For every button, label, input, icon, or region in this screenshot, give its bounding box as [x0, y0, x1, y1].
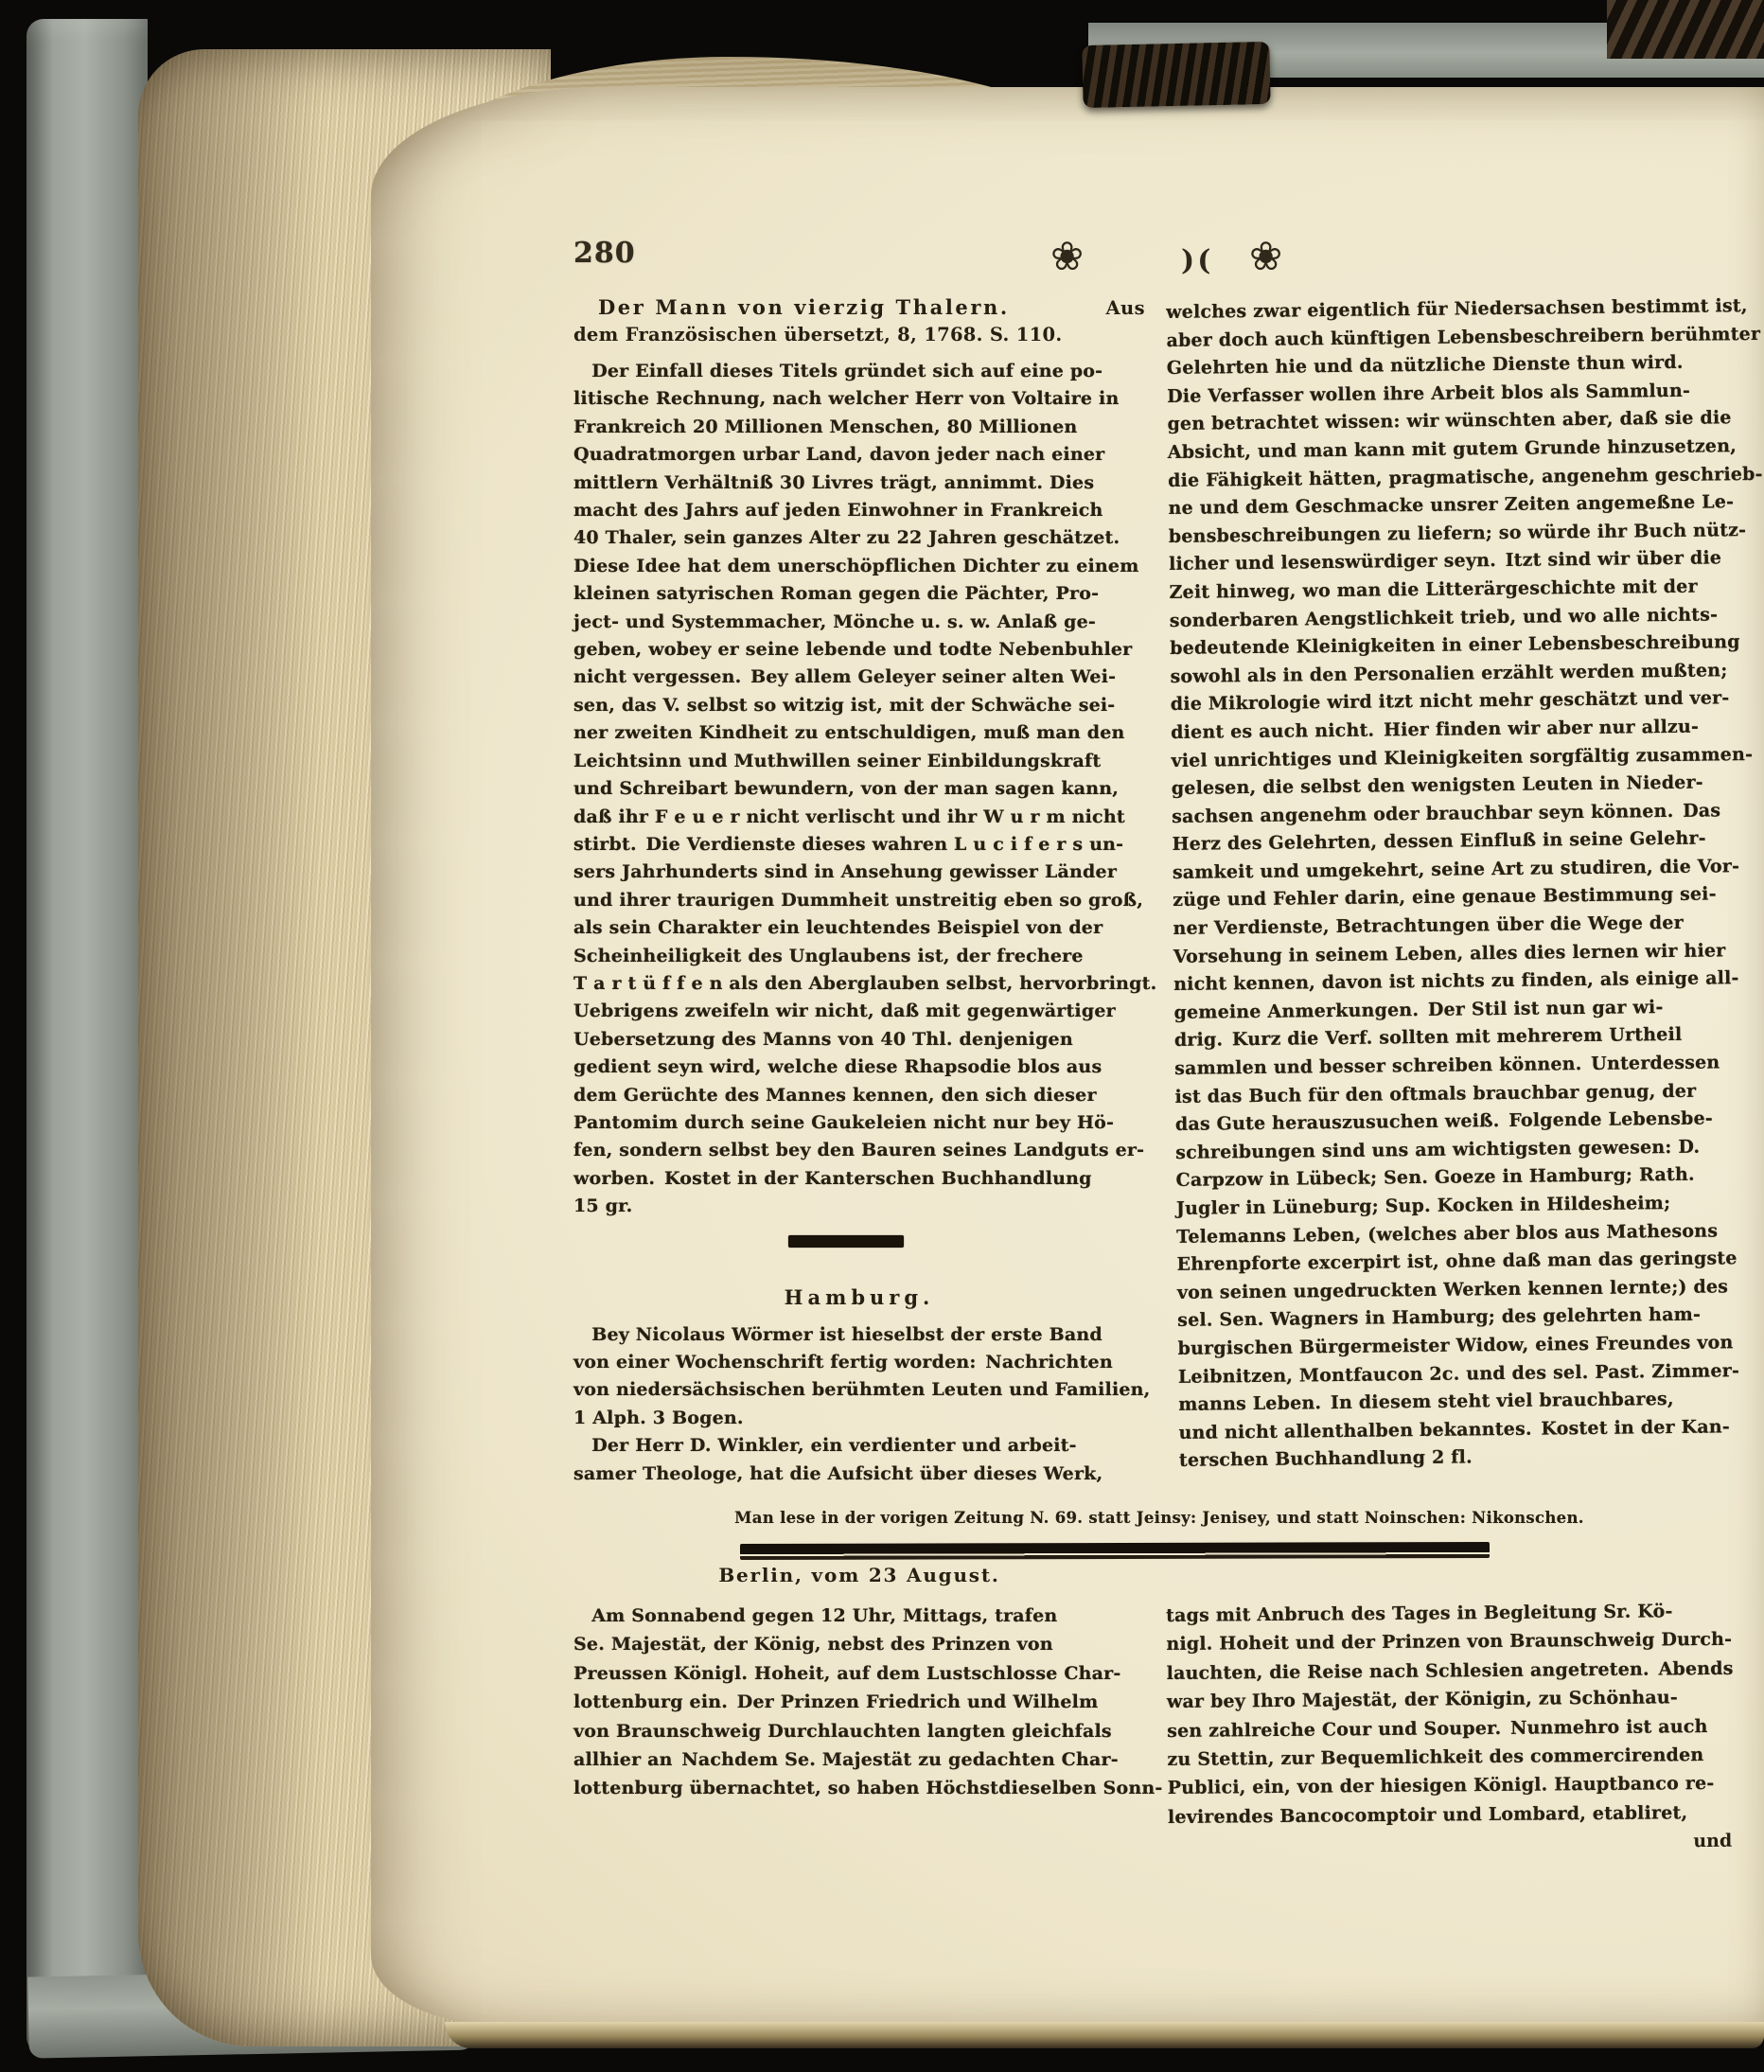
text-line: Am Sonnabend gegen 12 Uhr, Mittags, trafen: [573, 1605, 1058, 1626]
text-line: allhier an Nachdem Se. Majestät zu gedachten Char-: [573, 1749, 1119, 1771]
text-line: viel unrichtiges und Kleinigkeiten sorgfältig zusammen-: [1171, 743, 1754, 771]
text-line: worben. Kostet in der Kanterschen Buchhandlung: [573, 1167, 1092, 1189]
text-line: ner zweiten Kindheit zu entschuldigen, muß man den: [573, 722, 1125, 744]
text-line: Bey Nicolaus Wörmer ist hieselbst der erste Band: [573, 1323, 1102, 1345]
page-number: 280: [573, 237, 636, 270]
berlin-heading: Berlin, vom 23 August.: [718, 1564, 1000, 1586]
text-line: nicht vergessen. Bey allem Geleyer seiner alten Wei-: [573, 666, 1117, 688]
text-line: bedeutende Kleinigkeiten in einer Lebensbeschreibung: [1170, 631, 1740, 660]
article-body: [573, 358, 1157, 1221]
text-line: ject- und Systemmacher, Mönche u. s. w. Anlaß ge-: [573, 611, 1096, 632]
text-line: nigl. Hoheit und der Prinzen von Braunschweig Durch-: [1166, 1629, 1733, 1656]
erratum-note: Man lese in der vorigen Zeitung N. 69. statt Jeinsy: Jenisey, und statt Noinschen: Nikonschen.: [734, 1509, 1584, 1527]
text-line: Uebersetzung des Manns von 40 Thl. denjenigen: [573, 1028, 1073, 1050]
text-line: samkeit und umgekehrt, seine Art zu studiren, die Vor-: [1172, 856, 1740, 883]
berlin-left-column: [573, 1602, 1163, 1803]
text-line: ist das Buch für den oftmals brauchbar genug, der: [1174, 1080, 1697, 1107]
text-line: war bey Ihro Majestät, der Königin, zu Schönhau-: [1166, 1687, 1679, 1713]
text-line: Scheinheiligkeit des Unglaubens ist, der frechere: [573, 945, 1084, 966]
text-line: das Gute herauszusuchen weiß. Folgende Lebensbe-: [1174, 1107, 1714, 1136]
text-line: Die Verfasser wollen ihre Arbeit blos als Sammlun-: [1167, 380, 1691, 407]
text-line: stirbt. Die Verdienste dieses wahren L u c i f e r s un-: [573, 833, 1124, 855]
text-line: Ehrenpforte excerpirt ist, ohne daß man das geringste: [1176, 1248, 1738, 1276]
text-line: sel. Sen. Wagners in Hamburg; des gelehrten ham-: [1177, 1304, 1702, 1332]
text-line: samer Theologe, hat die Aufsicht über dieses Werk,: [573, 1462, 1103, 1484]
text-line: sers Jahrhunderts sind in Ansehung gewisser Länder: [573, 861, 1118, 883]
text-line: Der Einfall dieses Titels gründet sich auf eine po-: [573, 361, 1103, 381]
text-line: aber doch auch künftigen Lebensbeschreibern berühmter: [1166, 323, 1761, 351]
catchword: und: [1693, 1831, 1733, 1852]
right-column: [1166, 292, 1764, 1476]
text-line: und Schreibart bewundern, von der man sagen kann,: [573, 778, 1120, 800]
text-line: die Fähigkeit hätten, pragmatische, angenehm geschrieb-: [1168, 463, 1763, 491]
text-line: sen, das V. selbst so witzig ist, mit der Schwäche sei-: [573, 694, 1116, 716]
text-line: macht des Jahrs auf jeden Einwohner in Frankreich: [573, 500, 1103, 522]
text-line: tags mit Anbruch des Tages in Begleitung Sr. Kö-: [1166, 1601, 1673, 1626]
text-line: Frankreich 20 Millionen Menschen, 80 Millionen: [573, 416, 1078, 437]
text-line: Diese Idee hat dem unerschöpflichen Dichter zu einem: [573, 555, 1139, 576]
text-line: sammlen und besser schreiben können. Unterdessen: [1174, 1052, 1720, 1079]
text-line: Uebrigens zweifeln wir nicht, daß mit gegenwärtiger: [573, 1001, 1116, 1022]
text-line: Carpzow in Lübeck; Sen. Goeze in Hamburg; Rath.: [1175, 1164, 1695, 1192]
text-line: welches zwar eigentlich für Niedersachsen bestimmt ist,: [1166, 295, 1748, 323]
text-line: kleinen satyrischen Roman gegen die Pächter, Pro-: [573, 583, 1100, 605]
text-line: von seinen ungedruckten Werken kennen lernte;) des: [1176, 1276, 1729, 1303]
text-line: von Braunschweig Durchlauchten langten gleichfals: [573, 1720, 1112, 1742]
text-line: als sein Charakter ein leuchtendes Beispiel von der: [573, 917, 1103, 939]
text-line: levirendes Bancocomptoir und Lombard, etabliret,: [1167, 1802, 1688, 1828]
text-line: züge und Fehler darin, eine genaue Bestimmung sei-: [1173, 883, 1717, 912]
text-line: nicht kennen, davon ist nichts zu finden, als einige all-: [1173, 967, 1739, 996]
text-line: licher und lesenswürdiger seyn. Itzt sind wir über die: [1169, 547, 1722, 576]
text-line: Pantomim durch seine Gaukeleien nicht nur bey Hö-: [573, 1111, 1115, 1133]
text-line: Preussen Königl. Hoheit, auf dem Lustschlosse Char-: [573, 1662, 1121, 1684]
text-line: Leichtsinn und Muthwillen seiner Einbildungskraft: [573, 750, 1102, 771]
text-line: burgischen Bürgermeister Widow, eines Freundes von: [1177, 1332, 1734, 1359]
text-line: gen betrachtet wissen: wir wünschten aber, daß sie die: [1167, 407, 1732, 435]
text-line: 40 Thaler, sein ganzes Alter zu 22 Jahren geschätzet.: [573, 527, 1120, 549]
berlin-right-column: [1166, 1597, 1756, 1861]
text-line: fen, sondern selbst bey den Bauren seines Landguts er-: [573, 1140, 1145, 1161]
text-line: dient es auch nicht. Hier finden wir aber nur allzu-: [1171, 716, 1700, 743]
text-line: gelesen, die selbst den wenigsten Leuten in Nieder-: [1171, 771, 1703, 800]
text-line: drig. Kurz die Verf. sollten mit mehrerem Urtheil: [1173, 1024, 1683, 1052]
text-line: gemeine Anmerkungen. Der Stil ist nun gar wi-: [1173, 996, 1664, 1023]
fleuron-icon: ❀: [1050, 233, 1085, 279]
hamburg-body: [573, 1321, 1151, 1488]
text-line: Der Herr D. Winkler, ein verdienter und arbeit-: [573, 1435, 1077, 1457]
article-subtitle: dem Französischen übersetzt, 8, 1768. S. 110.: [573, 324, 1063, 345]
text-line: Vorsehung in seinem Leben, alles dies lernen wir hier: [1173, 939, 1726, 967]
text-line: sonderbaren Aengstlichkeit trieb, und wo alle nichts-: [1169, 603, 1719, 631]
text-line: geben, wobey er seine lebende und todte Nebenbuhler: [573, 639, 1133, 661]
article-title: Der Mann von vierzig Thalern.: [598, 295, 1010, 319]
text-line: Quadratmorgen urbar Land, davon jeder nach einer: [573, 444, 1105, 466]
heavy-divider-rule: [740, 1542, 1490, 1560]
text-line: Gelehrten hie und da nützliche Dienste thun wird.: [1166, 351, 1684, 380]
text-line: und nicht allenthalben bekanntes. Kostet in der Kan-: [1178, 1416, 1731, 1443]
text-line: 15 gr.: [573, 1195, 633, 1217]
text-line: Telemanns Leben, (welches aber blos aus Mathesons: [1176, 1220, 1719, 1248]
text-line: Herz des Gelehrten, dessen Einfluß in seine Gelehr-: [1172, 827, 1706, 856]
text-line: Se. Majestät, der König, nebst des Prinzen von: [573, 1634, 1053, 1656]
text-line: terschen Buchhandlung 2 fl.: [1178, 1446, 1473, 1472]
text-line: lottenburg ein. Der Prinzen Friedrich und Wilhelm: [573, 1691, 1099, 1713]
signature-mark: )(: [1181, 244, 1214, 277]
text-line: Jugler in Lüneburg; Sup. Kocken in Hildesheim;: [1175, 1193, 1671, 1219]
article-title-row: [573, 295, 1145, 319]
fleuron-icon: ❀: [1249, 233, 1283, 279]
text-line: und ihrer traurigen Dummheit unstreitig eben so groß,: [573, 889, 1144, 911]
text-line: sachsen angenehm oder brauchbar seyn können. Das: [1172, 800, 1721, 827]
text-line: litische Rechnung, nach welcher Herr von Voltaire in: [573, 388, 1120, 410]
section-divider-rule: [788, 1235, 904, 1248]
text-line: ne und dem Geschmacke unsrer Zeiten angemeßne Le-: [1168, 491, 1735, 520]
text-line: von niedersächsischen berühmten Leuten und Familien,: [573, 1379, 1151, 1401]
text-line: sen zahlreiche Cour und Souper. Nunmehro ist auch: [1167, 1715, 1708, 1742]
text-line: ner Verdienste, Betrachtungen über die Wege der: [1173, 912, 1684, 940]
article-title-suffix: Aus: [1105, 297, 1145, 319]
text-line: lauchten, die Reise nach Schlesien angetreten. Abends: [1166, 1657, 1734, 1684]
text-line: Absicht, und man kann mit gutem Grunde hinzusetzen,: [1167, 435, 1738, 463]
text-line: schreibungen sind uns am wichtigsten gewesen: D.: [1175, 1136, 1701, 1163]
text-line: dem Gerüchte des Mannes kennen, den sich dieser: [573, 1084, 1097, 1106]
text-line: daß ihr F e u e r nicht verlischt und ihr W u r m nicht: [573, 806, 1125, 827]
text-line: die Mikrologie wird itzt nicht mehr geschätzt und ver-: [1170, 687, 1730, 716]
text-line: bensbeschreibungen zu liefern; so würde ihr Buch nütz-: [1168, 519, 1747, 547]
text-line: mittlern Verhältniß 30 Livres trägt, annimmt. Dies: [573, 471, 1095, 493]
text-line: lottenburg übernachtet, so haben Höchstdieselben Sonn-: [573, 1778, 1163, 1799]
left-column: [573, 295, 1157, 1488]
text-line: Leibnitzen, Montfaucon 2c. und des sel. Past. Zimmer-: [1177, 1359, 1740, 1388]
hamburg-heading: Hamburg.: [784, 1284, 935, 1309]
text-line: gedient seyn wird, welche diese Rhapsodie blos aus: [573, 1056, 1102, 1078]
berlin-right-lines: [1166, 1597, 1756, 1833]
text-line: 1 Alph. 3 Bogen.: [573, 1407, 744, 1428]
text-line: von einer Wochenschrift fertig worden: Nachrichten: [573, 1352, 1113, 1372]
text-line: Publici, ein, von der hiesigen Königl. Hauptbanco re-: [1167, 1773, 1715, 1799]
text-line: Zeit hinweg, wo man die Litterärgeschichte mit der: [1169, 576, 1698, 603]
text-line: T a r t ü f f e n als den Aberglauben selbst, hervorbringt.: [573, 972, 1157, 994]
text-line: sowohl als in den Personalien erzählt werden mußten;: [1170, 660, 1728, 687]
text-line: manns Leben. In diesem steht viel brauchbares,: [1178, 1389, 1674, 1416]
text-line: zu Stettin, zur Bequemlichkeit des commercirenden: [1167, 1744, 1704, 1771]
